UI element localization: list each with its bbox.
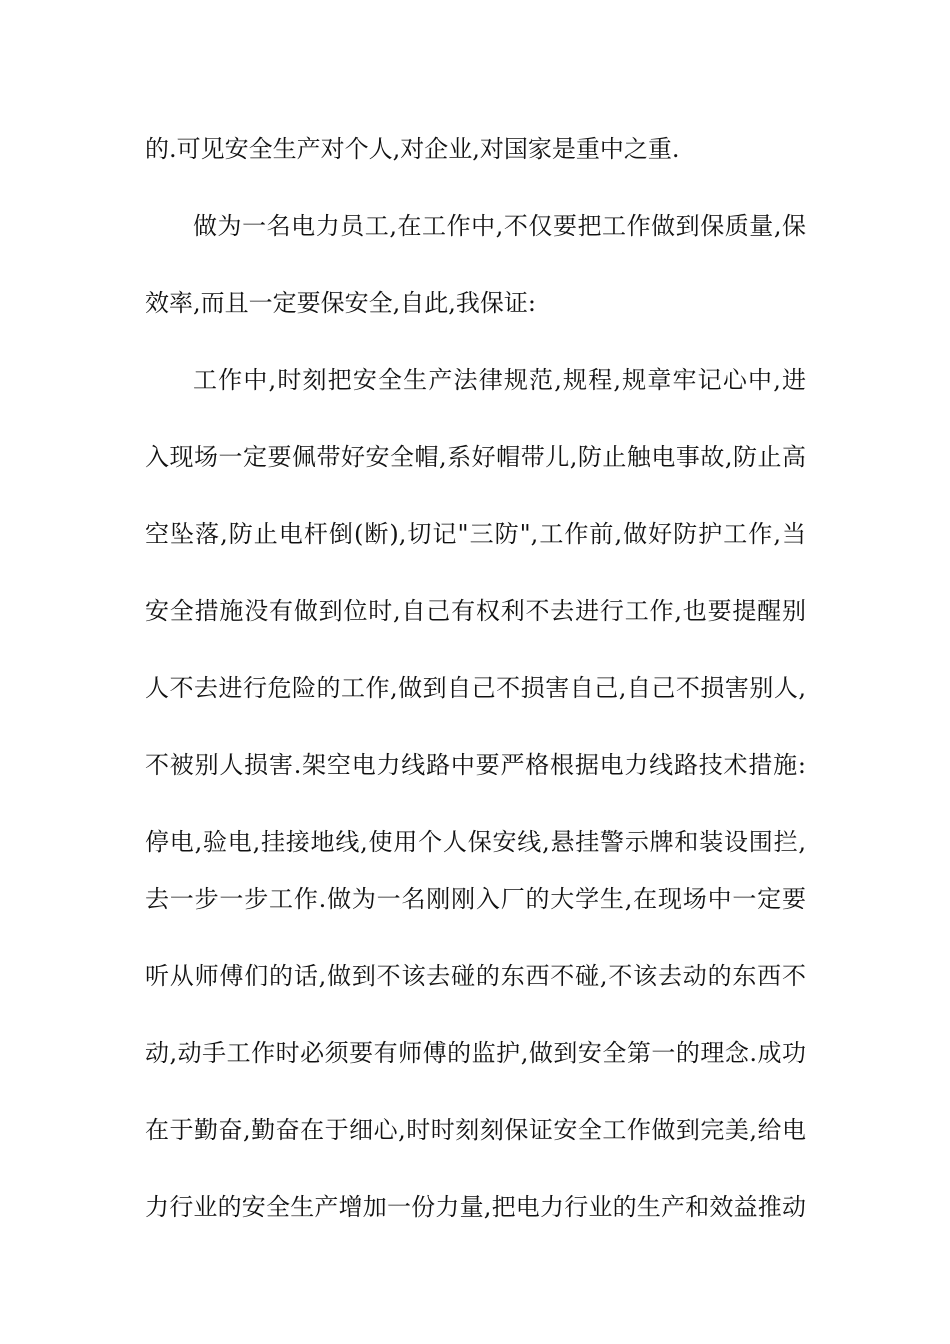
text-line-11: 去一步一步工作.做为一名刚刚入厂的大学生,在现场中一定要 xyxy=(145,885,806,913)
text-line-14: 在于勤奋,勤奋在于细心,时时刻刻保证安全工作做到完美,给电 xyxy=(145,1116,806,1144)
text-line-4: 工作中,时刻把安全生产法律规范,规程,规章牢记心中,进 xyxy=(193,366,806,394)
text-line-9: 不被别人损害.架空电力线路中要严格根据电力线路技术措施: xyxy=(145,751,806,779)
text-line-2: 做为一名电力员工,在工作中,不仅要把工作做到保质量,保 xyxy=(193,212,806,240)
text-line-13: 动,动手工作时必须要有师傅的监护,做到安全第一的理念.成功 xyxy=(145,1039,806,1067)
text-line-6: 空坠落,防止电杆倒(断),切记"三防",工作前,做好防护工作,当 xyxy=(145,520,806,548)
text-line-5: 入现场一定要佩带好安全帽,系好帽带儿,防止触电事故,防止高 xyxy=(145,443,806,471)
text-line-8: 人不去进行危险的工作,做到自己不损害自己,自己不损害别人, xyxy=(145,674,806,702)
text-line-3: 效率,而且一定要保安全,自此,我保证: xyxy=(145,289,536,317)
text-line-15: 力行业的安全生产增加一份力量,把电力行业的生产和效益推动 xyxy=(145,1193,806,1221)
text-line-10: 停电,验电,挂接地线,使用个人保安线,悬挂警示牌和装设围拦, xyxy=(145,828,806,856)
text-line-7: 安全措施没有做到位时,自己有权利不去进行工作,也要提醒别 xyxy=(145,597,806,625)
text-line-1: 的.可见安全生产对个人,对企业,对国家是重中之重. xyxy=(145,135,680,163)
text-line-12: 听从师傅们的话,做到不该去碰的东西不碰,不该去动的东西不 xyxy=(145,962,806,990)
